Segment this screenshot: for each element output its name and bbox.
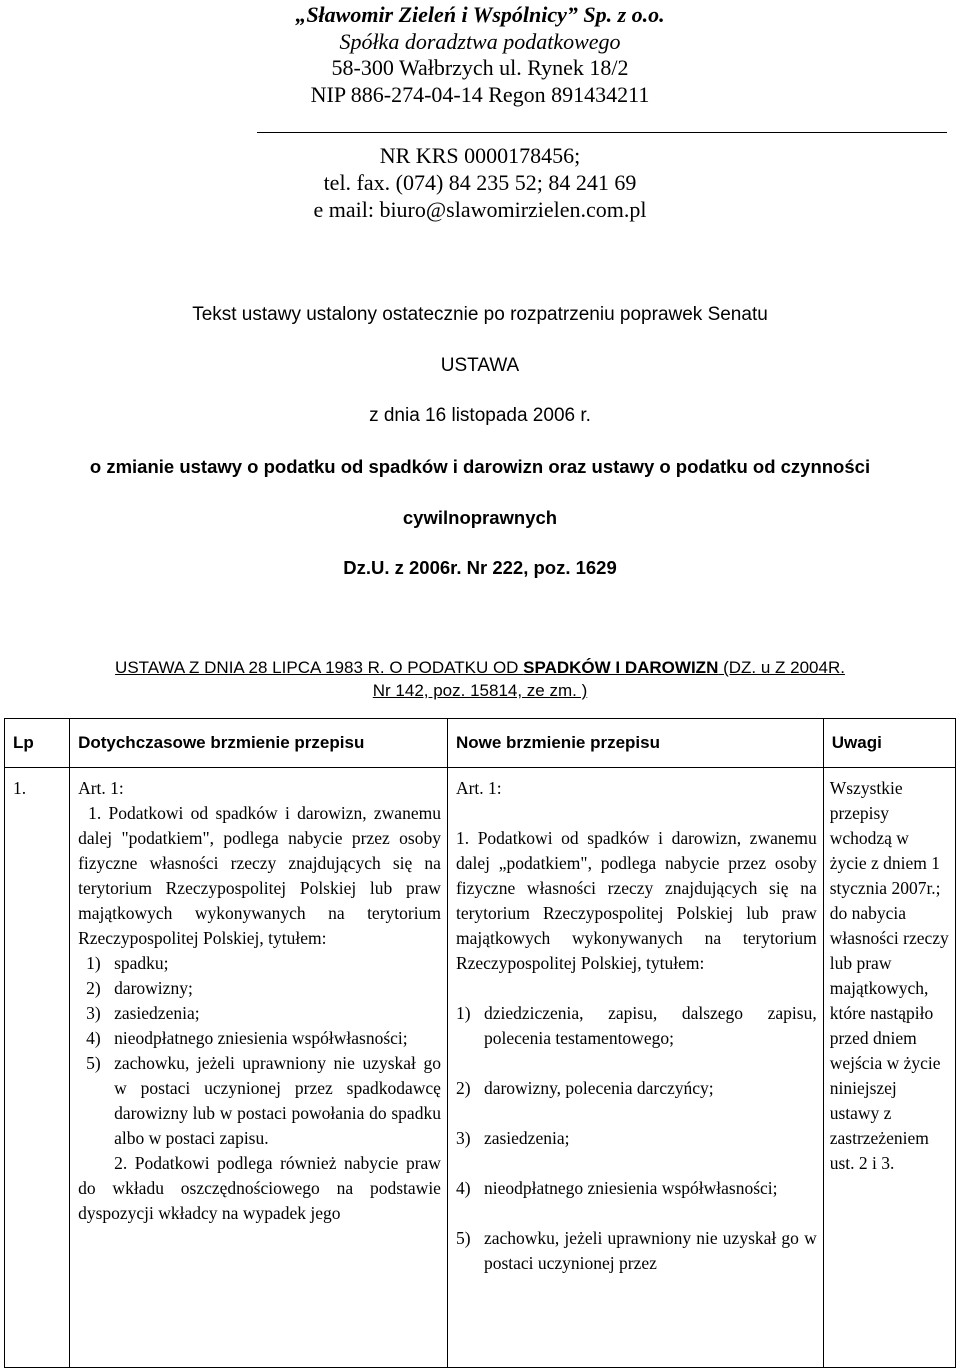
item-number: 3) — [455, 1128, 471, 1148]
item-text: spadku; — [114, 953, 169, 973]
list-item — [456, 1076, 817, 1101]
law-reference-line2: Nr 142, poz. 15814, ze zm. ) — [372, 681, 588, 700]
company-nip-regon: NIP 886-274-04-14 Regon 891434211 — [310, 82, 650, 107]
header-divider — [257, 132, 947, 133]
table-row — [5, 768, 956, 1368]
new-para1-num: 1. — [455, 828, 470, 848]
company-phone: tel. fax. (074) 84 235 52; 84 241 69 — [323, 170, 637, 195]
document-date: z dnia 16 listopada 2006 r. — [369, 405, 591, 426]
list-item — [86, 1051, 441, 1151]
cell-notes: Wszystkie przepisy wchodzą w życie z dniem 1 stycznia 2007r.; do nabycia własności rzeczy lub praw majątkowych, które nastąpiło przed dniem wejścia w życie niniejszej ustawy z zastrzeżeniem ust. 2 i 3. — [823, 768, 955, 1368]
list-item — [456, 1226, 817, 1276]
document-subject-line1: o zmianie ustawy o podatku od spadków i darowizn oraz ustawy o podatku od czynności — [89, 456, 871, 477]
list-item — [456, 1001, 817, 1051]
company-email: e mail: biuro@slawomirzielen.com.pl — [313, 197, 647, 222]
cell-lp: 1. — [5, 768, 70, 1368]
item-text: zachowku, jeżeli uprawniony nie uzyskał go w postaci uczynionej przez — [483, 1228, 817, 1273]
item-number: 4) — [455, 1178, 471, 1198]
item-text: dziedziczenia, zapisu, dalszego zapisu, polecenia testamentowego; — [483, 1003, 817, 1048]
list-item — [86, 1026, 441, 1051]
law-reference-bold: SPADKÓW I DAROWIZN — [523, 658, 719, 677]
law-reference-part2: (DZ. u Z 2004R. — [718, 658, 845, 677]
header-notes: Uwagi — [823, 719, 955, 768]
company-name: „Sławomir Zieleń i Wspólnicy” Sp. z o.o. — [295, 2, 665, 27]
item-number: 1) — [455, 1003, 471, 1023]
list-item — [86, 951, 441, 976]
current-para1 — [78, 801, 441, 951]
current-article: Art. 1: — [78, 778, 124, 798]
item-text: zasiedzenia; — [114, 1003, 200, 1023]
item-text: darowizny, polecenia darczyńcy; — [483, 1078, 714, 1098]
new-items — [456, 1001, 817, 1276]
document-journal: Dz.U. z 2006r. Nr 222, poz. 1629 — [343, 557, 617, 578]
comparison-table — [4, 718, 956, 1368]
list-item — [456, 1176, 817, 1201]
document-type: USTAWA — [440, 355, 520, 376]
list-item — [456, 1126, 817, 1151]
item-number: 1) — [86, 953, 101, 973]
table-header-row — [5, 719, 956, 768]
item-text: zasiedzenia; — [483, 1128, 570, 1148]
law-reference-part1: USTAWA Z DNIA 28 LIPCA 1983 R. O PODATKU OD — [115, 658, 524, 677]
item-number: 5) — [455, 1228, 471, 1248]
current-para2 — [78, 1151, 441, 1226]
current-para1-text: Podatkowi od spadków i darowizn, zwanemu dalej "podatkiem", podlega nabycie przez osoby fizyczne własności rzeczy znajdujących się na terytorium Rzeczypospolitej Polskiej lub praw majątkowych wykonywanych na terytorium Rzeczypospolitej Polskiej, tytułem: — [78, 803, 441, 948]
current-para2-num: 2. — [114, 1153, 128, 1173]
current-para2-text: Podatkowi podlega również nabycie praw do wkładu oszczędnościowego na podstawie dyspozycji wkładcy na wypadek jego — [78, 1153, 441, 1223]
header-current: Dotychczasowe brzmienie przepisu — [70, 719, 448, 768]
item-number: 2) — [455, 1078, 471, 1098]
header-new: Nowe brzmienie przepisu — [447, 719, 823, 768]
item-number: 4) — [86, 1028, 101, 1048]
document-note: Tekst ustawy ustalony ostatecznie po rozpatrzeniu poprawek Senatu — [192, 304, 768, 325]
new-para1-text: Podatkowi od spadków i darowizn, zwanemu dalej „podatkiem", podlega nabycie przez osoby fizyczne własności rzeczy znajdujących się na terytorium Rzeczypospolitej Polskiej lub praw majątkowych wykonywanych na terytorium Rzeczypospolitej Polskiej, tytułem: — [455, 828, 817, 973]
cell-current — [70, 768, 448, 1368]
cell-new — [447, 768, 823, 1368]
item-text: darowizny; — [114, 978, 193, 998]
item-text: nieodpłatnego zniesienia współwłasności; — [483, 1178, 778, 1198]
item-number: 3) — [86, 1003, 101, 1023]
law-reference-line1 — [0, 657, 960, 679]
header-lp: Lp — [5, 719, 70, 768]
list-item — [86, 976, 441, 1001]
item-number: 5) — [86, 1053, 101, 1073]
new-article: Art. 1: — [455, 778, 502, 798]
current-items — [78, 951, 441, 1151]
company-type: Spółka doradztwa podatkowego — [339, 29, 621, 54]
company-krs: NR KRS 0000178456; — [379, 143, 581, 168]
item-number: 2) — [86, 978, 101, 998]
new-para1 — [456, 826, 817, 976]
item-text: nieodpłatnego zniesienia współwłasności; — [114, 1028, 408, 1048]
item-text: zachowku, jeżeli uprawniony nie uzyskał go w postaci uczynionej przez spadkodawcę darowizny lub w postaci powołania do spadku albo w postaci zapisu. — [114, 1053, 441, 1148]
list-item — [86, 1001, 441, 1026]
spacer — [456, 801, 817, 826]
document-subject-line2: cywilnoprawnych — [402, 507, 558, 528]
company-address: 58-300 Wałbrzych ul. Rynek 18/2 — [331, 55, 629, 80]
current-para1-num: 1. — [88, 803, 102, 823]
